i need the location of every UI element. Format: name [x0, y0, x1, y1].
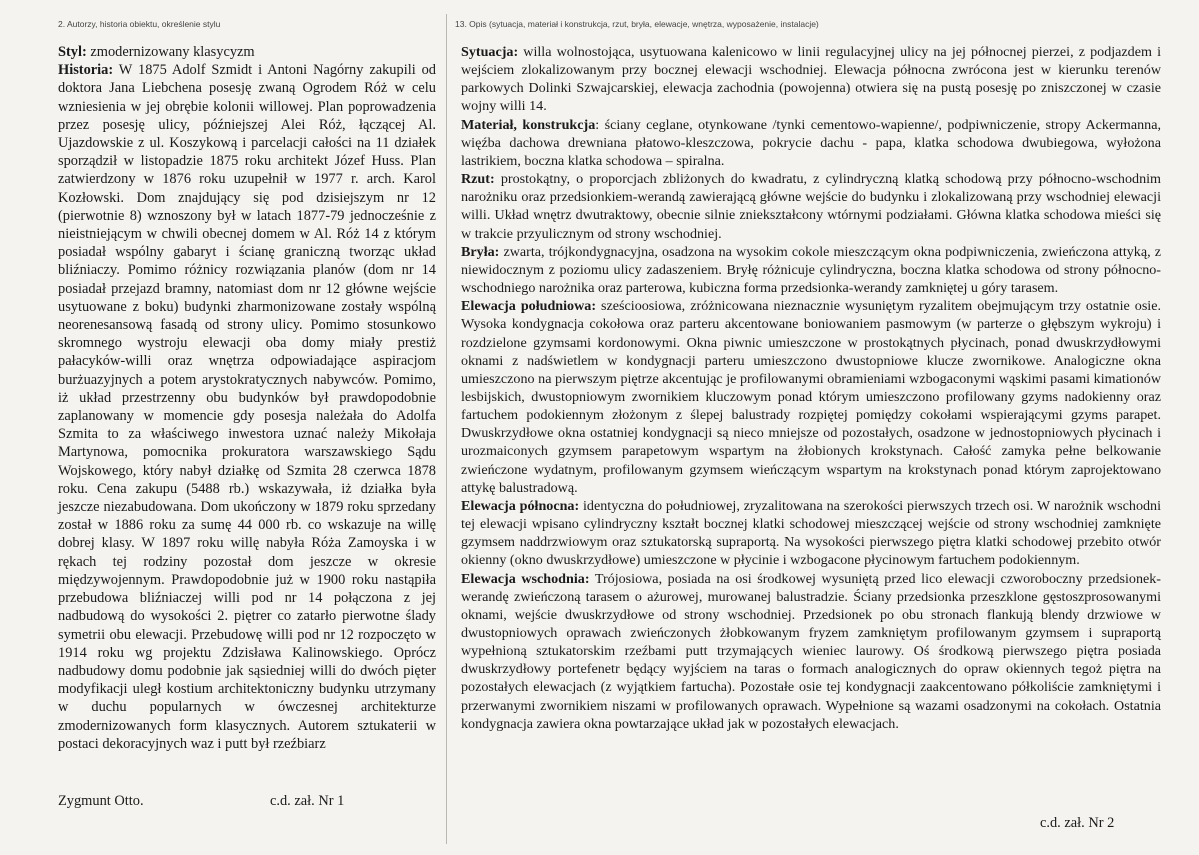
history-text: W 1875 Adolf Szmidt i Antoni Nagórny zakupili od doktora Jana Liebchena posesję zwaną Ogrodem Róż w celu wzniesienia w jej obrębie kolonii willowej. Plan poprowadzenia przez posesję ulicy, późniejszej Alei Róż, łączącej Al. Ujazdowskie z ul. Koszykową i parcelacji całości na 11 działek sporządził w listopadzie 1875 roku architekt Józef Huss. Plan zatwierdzony w 1876 roku uzupełnił w 1977 r. arch. Karol Kozłowski. Dom znajdujący się pod dzisiejszym nr 12 (pierwotnie 8) wznoszony był w latach 1877-79 jednocześnie z nieistniejącym w chwili obecnej domem w Al. Róż 14 z którym posiadał wspólny gabaryt i ścianę graniczną tworząc układ bliźniaczy. Pomimo różnicy rozwiązania planów (dom nr 14 posiadał przejazd bramny, natomiast dom nr 12 główne wejście usytuowane z boku) budynki zharmonizowane zostały wspólną neorenesansową fasadą od strony ulicy. Pomimo stosunkowo skromnego wystroju elewacji oba domy miały prestiż pałacyków-willi oraz wnętrza odpowiadające aspiracjom burżuazyjnych a potem arystokratycznych nabywców. Pomimo, iż układ przestrzenny obu budynków był prawdopodobnie zaplanowany w momencie gdy posesja należała do Adolfa Szmita to za właściwego inwestora uznać należy Mikołaja Martynowa, pomocnika prokuratora warszawskiego Sądu Wojskowego, który nabył działkę od Szmita 28 czerwca 1878 roku. Cena zakupu (5488 rb.) wskazywała, iż działka była jeszcze niezabudowana. Dom ukończony w 1879 roku sprzedany został w 1886 roku za sumę 44 000 rb. co wskazuje na willę dobrej klasy. W 1897 roku willę nabyła Róża Zamoyska i w rękach tej rodziny pozostał dom jeszcze w okresie międzywojennym. Prawdopodobnie już w 1900 roku nastąpiła przebudowa bliźniaczej willi pod nr 14 połączona z jej nadbudową do wysokości 2. piętrer co zatarło pierwotne ślady symetrii obu elewacji. Przebudowę willi pod nr 12 rozpoczęto w 1914 roku wg projektu Zdzisława Kalinowskiego. Oprócz nadbudowy domu podobnie jak sąsiedniej willi do dwóch pięter modyfikacji uległ kostium architektoniczny budynku utrzymany w duchu popularnych w ówczesnej architekturze zmodernizowanych form klasycznych. Autorem sztukaterii w postaci dekoracyjnych waz i putt był rzeźbiarz: [58, 62, 436, 752]
section-elewacja-wschodnia: [461, 570, 1161, 733]
section-bryla: [461, 243, 1161, 297]
section-text: : ściany ceglane, otynkowane /tynki cementowo-wapienne/, podpiwniczenie, stropy Ackermanna, więźba dachowa drewniana płatowo-kleszczowa, pokrycie dachu - papa, klatka schodowa dwubiegowa, wyłożona lastrikiem, boczna klatka schodowa – spiralna.: [461, 116, 1161, 169]
history-paragraph: [58, 61, 436, 753]
section-label: Elewacja północna:: [461, 497, 580, 514]
section-text: Trójosiowa, posiada na osi środkowej wysuniętą przed lico elewacji czworoboczny przedsionek-werandę zwieńczoną tarasem o ażurowej, murowanej balustradzie. Ściany przedsionka przeszklone gęstoszprosowanymi oknami, wejście dwuskrzydłowe od strony wschodniej. Przedsionek po obu stronach flankują blendy drzwiowe w dwustopniowych oprawach zwieńczonych żłobkowanym fryzem zamkniętym profilowanym gzymsem i supraportą wypełnioną sztukatorskim rzeźbami putt trzymających wieniec laurowy. Oś środkową pierwszego piętra posiada dwuskrzydłowy portefenetr będący wyjściem na taras o formach analogicznych do opraw okiennych tegoż piętra na pozostałych elewacjach (z wyjątkiem fartucha). Pozostałe osie tej kondygnacji zaakcentowano półkoliście zamkniętymi i przerwanymi zwornikiem niszami w profilowanych oprawach. Wypełnione są wazami osadzonymi na cokołach. Ostatnia kondygnacja zawiera okna powtarzające układ jak w pozostałych elewacjach.: [461, 570, 1162, 732]
section-text: willa wolnostojąca, usytuowana kalenicowo w linii regulacyjnej ulicy na jej północnej pierzei, z podjazdem i wejściem zlokalizowanym przy bocznej elewacji wschodniej. Elewacja północna zwrócona jest w kierunku terenów parkowych Dolinki Szwajcarskiej, elewacja zachodnia (powojenna) otwiera się na pustą posesję po zniszczonej w czasie wojny willi 14.: [461, 44, 1161, 115]
left-continuation-note: c.d. zał. Nr 1: [270, 793, 345, 809]
style-value: zmodernizowany klasycyzm: [86, 44, 255, 60]
section-label: Sytuacja:: [461, 44, 519, 60]
section-text: identyczna do południowej, zryzalitowana na szerokości pierwszych trzech osi. W narożnik wschodni tej elewacji wpisano cylindryczny kształt bocznej klatki schodowej mieszczącej wejście od strony wschodniej zamknięte gzymsem naddrzwiowym oraz sztukatorską supraportą. Na wysokości pierwszego piętra klatki schodowej przebito otwór okienny (okno dwuskrzydłowe) umieszczone w płycinie i wzbogacone płycinowym fartuchem podokiennym.: [461, 497, 1161, 569]
section-label: Rzut:: [461, 171, 495, 188]
section-label: Elewacja południowa:: [461, 298, 597, 315]
section-rzut: [461, 170, 1161, 243]
section-text: zwarta, trójkondygnacyjna, osadzona na wysokim cokole mieszczącym okna podpiwniczenia, zwieńczona attyką, z niewidocznym z poziomu ulicy zadaszeniem. Bryłę różnicuje cylindryczna, boczna klatka schodowa od strony północno-wschodniego narożnika oraz parterowa, kubiczna forma przedsionka-werandy zamkniętej u góry tarasem.: [461, 243, 1161, 297]
column-divider: [446, 14, 447, 844]
left-column-header: 2. Autorzy, historia obiektu, określenie stylu: [58, 19, 221, 29]
section-elewacja-poludniowa: [461, 297, 1161, 497]
right-column-header: 13. Opis (sytuacja, materiał i konstrukcja, rzut, bryła, elewacje, wnętrza, wyposażenie, instalacje): [455, 19, 819, 29]
section-text: prostokątny, o proporcjach zbliżonych do kwadratu, z cylindryczną klatką schodową przy północno-wschodnim narożniku oraz przedsionkiem-werandą zawierającą główne wejście do budynku i zlokalizowaną przy wschodniej elewacji willi. Układ wnętrz dwutraktowy, obecnie silnie zniekształcony wtórnymi podziałami. Główna klatka schodowa mieści się w trakcie przyulicznym od strony wschodniej.: [461, 171, 1161, 242]
section-label: Materiał, konstrukcja: [461, 116, 596, 133]
history-label: Historia:: [58, 62, 114, 79]
section-elewacja-polnocna: [461, 497, 1161, 570]
right-continuation-note: c.d. zał. Nr 2: [1040, 815, 1115, 831]
section-label: Bryła:: [461, 243, 500, 260]
section-text: sześcioosiowa, zróżnicowana nieznacznie wysuniętym ryzalitem obejmującym trzy ostatnie osie. Wysoka kondygnacja cokołowa oraz parteru akcentowane boniowaniem pasmowym (w parterze o głębszym wykroju) i rozdzielone gzymsami kordonowymi. Okna piwnic umieszczone w prostokątnych płycinach, ponad dwuskrzydłowymi oknami z nadświetlem w kondygnacji parteru umieszczono dwustopniowe klucze zwornikowe. Analogiczne okna umieszczono na pierwszym piętrze akcentując je profilowanymi obramieniami wzbogaconymi wąskimi pasami kimationów lesbijskich, dwustopniowym zwornikiem kluczowym ponad którym umieszczono profilowany gzyms nadokienny oraz fartuchem podokiennym złożonym z ślepej balustrady rozpiętej pomiędzy cokołami wspierającymi gzyms parapet. Dwuskrzydłowe okna ostatniej kondygnacji są nieco mniejsze od pozostałych, osadzone w jednostopniowych płycinach i urozmaiconych gzymsem parapetowym wspartym na żłobionych krokstynach. Całość zamyka pełne belkowanie zwieńczone wydatnym, profilowanym gzymsem wieńczącym wspartym na krokstynach ponad którym zaprojektowano attykę balustradową.: [461, 298, 1162, 496]
style-paragraph: [58, 43, 436, 61]
section-sytuacja: [461, 43, 1161, 116]
sculptor-name: Zygmunt Otto.: [58, 793, 144, 809]
right-column: [461, 43, 1161, 733]
section-material: [461, 116, 1161, 170]
style-label: Styl:: [58, 44, 87, 60]
section-label: Elewacja wschodnia:: [461, 570, 590, 587]
left-column: [58, 43, 436, 753]
